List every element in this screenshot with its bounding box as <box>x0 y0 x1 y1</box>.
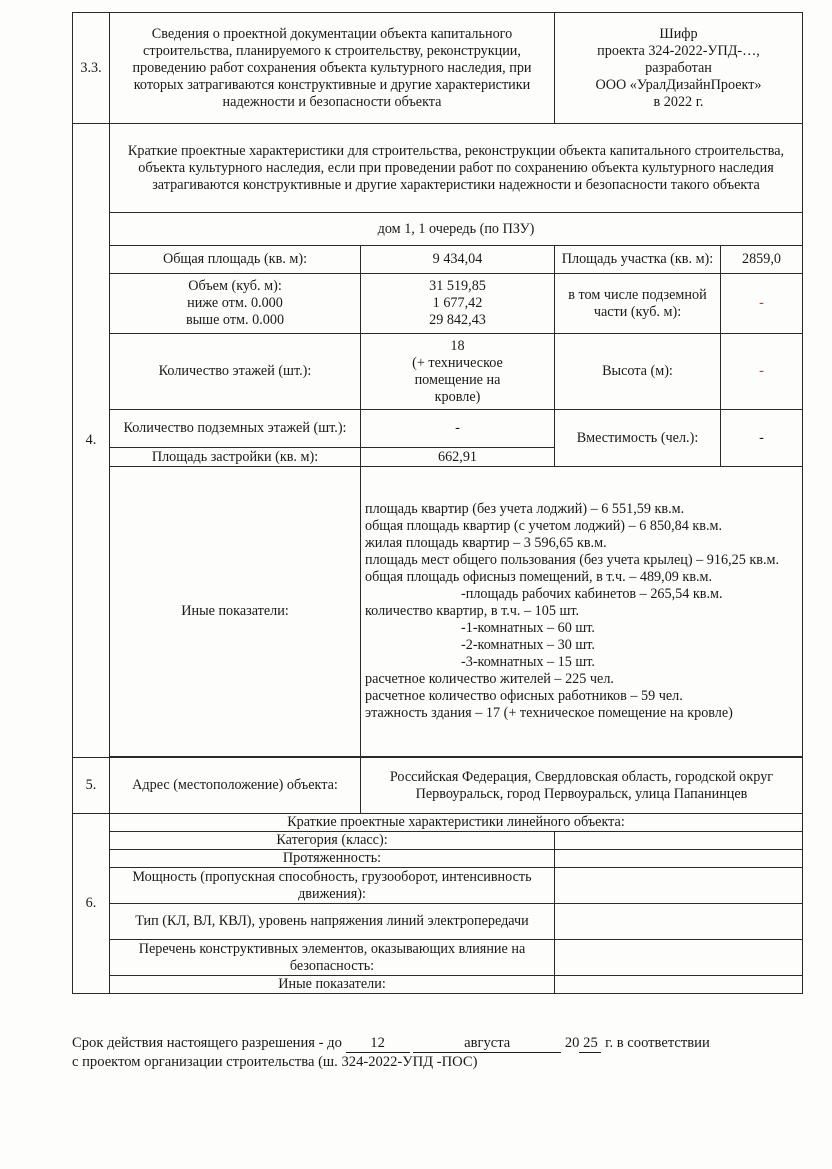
linear-row-value <box>555 868 803 904</box>
permit-table <box>72 12 803 994</box>
section-number-4: 4. <box>73 124 110 758</box>
indicator-line: площадь мест общего пользования (без учета крылец) – 916,25 кв.м. <box>365 552 780 568</box>
linear-row-label: Протяженность: <box>110 850 555 868</box>
volume-label-line: выше отм. 0.000 <box>185 312 285 328</box>
section-number-5: 5. <box>73 758 110 814</box>
linear-row-value <box>555 940 803 976</box>
section-4-header: Краткие проектные характеристики для строительства, реконструкции объекта капитального строительства, объекта культурного наследия, если при проведении работ по сохранению объекта культурного наследия затрагиваются конструктивные и другие характеристики надежности и безопасности такого объекта <box>110 124 803 213</box>
validity-year-prefix: 20 <box>564 1035 580 1051</box>
volume-label-line: Объем (куб. м): <box>188 278 282 294</box>
validity-day: 12 <box>346 1034 410 1053</box>
linear-row-value <box>555 850 803 868</box>
underground-floors-value: - <box>361 410 555 448</box>
indicator-line: расчетное количество офисных работников – 59 чел. <box>365 688 683 704</box>
other-indicators-label: Иные показатели: <box>110 467 361 757</box>
section-3-3-text: Сведения о проектной документации объекта капитального строительства, планируемого к строительству, реконструкции, проведению работ сохранения объекта культурного наследия, при которых затрагиваются конструктивные и другие характеристики надежности и безопасности объекта <box>110 13 555 124</box>
indicator-line: этажность здания – 17 (+ техническое помещение на кровле) <box>365 705 733 721</box>
underground-floors-label: Количество подземных этажей (шт.): <box>110 410 361 448</box>
total-area-value: 9 434,04 <box>361 246 555 274</box>
other-indicators-list <box>361 467 803 757</box>
volume-label-line: ниже отм. 0.000 <box>187 295 283 311</box>
volume-value <box>361 274 555 334</box>
site-area-label: Площадь участка (кв. м): <box>555 246 721 274</box>
site-area-value: 2859,0 <box>721 246 803 274</box>
volume-label <box>110 274 361 334</box>
indicator-line: расчетное количество жителей – 225 чел. <box>365 671 614 687</box>
linear-row-value <box>555 832 803 850</box>
cipher-line: Шифр <box>659 25 698 42</box>
validity-statement <box>72 1034 802 1071</box>
section-number-6: 6. <box>73 814 110 994</box>
built-area-label: Площадь застройки (кв. м): <box>110 448 361 467</box>
volume-value-line: 29 842,43 <box>429 312 486 328</box>
validity-line-2: с проектом организации строительства (ш. 324-2022-УПД -ПОС) <box>72 1054 478 1070</box>
height-label: Высота (м): <box>555 334 721 410</box>
indicator-line: -3-комнатных – 15 шт. <box>461 654 595 670</box>
indicator-line: количество квартир, в т.ч. – 105 шт. <box>365 603 580 619</box>
linear-row-label: Мощность (пропускная способность, грузооборот, интенсивность движения): <box>110 868 555 904</box>
volume-value-line: 1 677,42 <box>432 295 483 311</box>
height-value: - <box>721 334 803 410</box>
address-label: Адрес (местоположение) объекта: <box>110 758 361 814</box>
underground-volume-value: - <box>721 274 803 334</box>
cipher-line: проекта 324-2022-УПД-…, <box>597 42 760 59</box>
capacity-label: Вместимость (чел.): <box>555 410 721 467</box>
building-name: дом 1, 1 очередь (по ПЗУ) <box>110 213 803 246</box>
indicator-line: общая площадь офисныз помещений, в т.ч. – 489,09 кв.м. <box>365 569 713 585</box>
cipher-line: в 2022 г. <box>653 93 704 110</box>
floors-value-line: 18 <box>450 337 465 354</box>
floors-label: Количество этажей (шт.): <box>110 334 361 410</box>
validity-suffix: г. в соответствии <box>605 1035 710 1051</box>
linear-row-label: Категория (класс): <box>110 832 555 850</box>
capacity-value: - <box>721 410 803 467</box>
validity-year-suffix: 25 <box>579 1034 601 1053</box>
volume-value-line: 31 519,85 <box>429 278 486 294</box>
section-number-3-3: 3.3. <box>73 13 110 124</box>
cipher-line: разработан <box>645 59 712 76</box>
validity-prefix: Срок действия настоящего разрешения - до <box>72 1035 342 1051</box>
indicator-line: -1-комнатных – 60 шт. <box>461 620 595 636</box>
indicator-line: площадь квартир (без учета лоджий) – 6 551,59 кв.м. <box>365 501 685 517</box>
linear-row-label: Иные показатели: <box>110 976 555 994</box>
underground-volume-label: в том числе подземной части (куб. м): <box>555 274 721 334</box>
linear-row-value <box>555 976 803 994</box>
total-area-label: Общая площадь (кв. м): <box>110 246 361 274</box>
indicator-line: -2-комнатных – 30 шт. <box>461 637 595 653</box>
linear-row-label: Тип (КЛ, ВЛ, КВЛ), уровень напряжения линий электропередачи <box>110 904 555 940</box>
floors-value-line: кровле) <box>434 388 481 405</box>
indicator-line: -площадь рабочих кабинетов – 265,54 кв.м. <box>461 586 723 602</box>
cipher-line: ООО «УралДизайнПроект» <box>595 76 762 93</box>
address-value: Российская Федерация, Свердловская область, городской округ Первоуральск, город Первоуральск, улица Папанинцев <box>361 758 803 814</box>
built-area-value: 662,91 <box>361 448 555 467</box>
linear-row-label: Перечень конструктивных элементов, оказывающих влияние на безопасность: <box>110 940 555 976</box>
indicator-line: общая площадь квартир (с учетом лоджий) – 6 850,84 кв.м. <box>365 518 723 534</box>
floors-value-line: помещение на <box>414 371 501 388</box>
floors-value <box>361 334 555 410</box>
section-6-header: Краткие проектные характеристики линейного объекта: <box>110 814 803 832</box>
validity-month: августа <box>413 1034 561 1053</box>
indicator-line: жилая площадь квартир – 3 596,65 кв.м. <box>365 535 607 551</box>
floors-value-line: (+ техническое <box>412 354 503 371</box>
linear-row-value <box>555 904 803 940</box>
project-cipher <box>555 13 803 124</box>
